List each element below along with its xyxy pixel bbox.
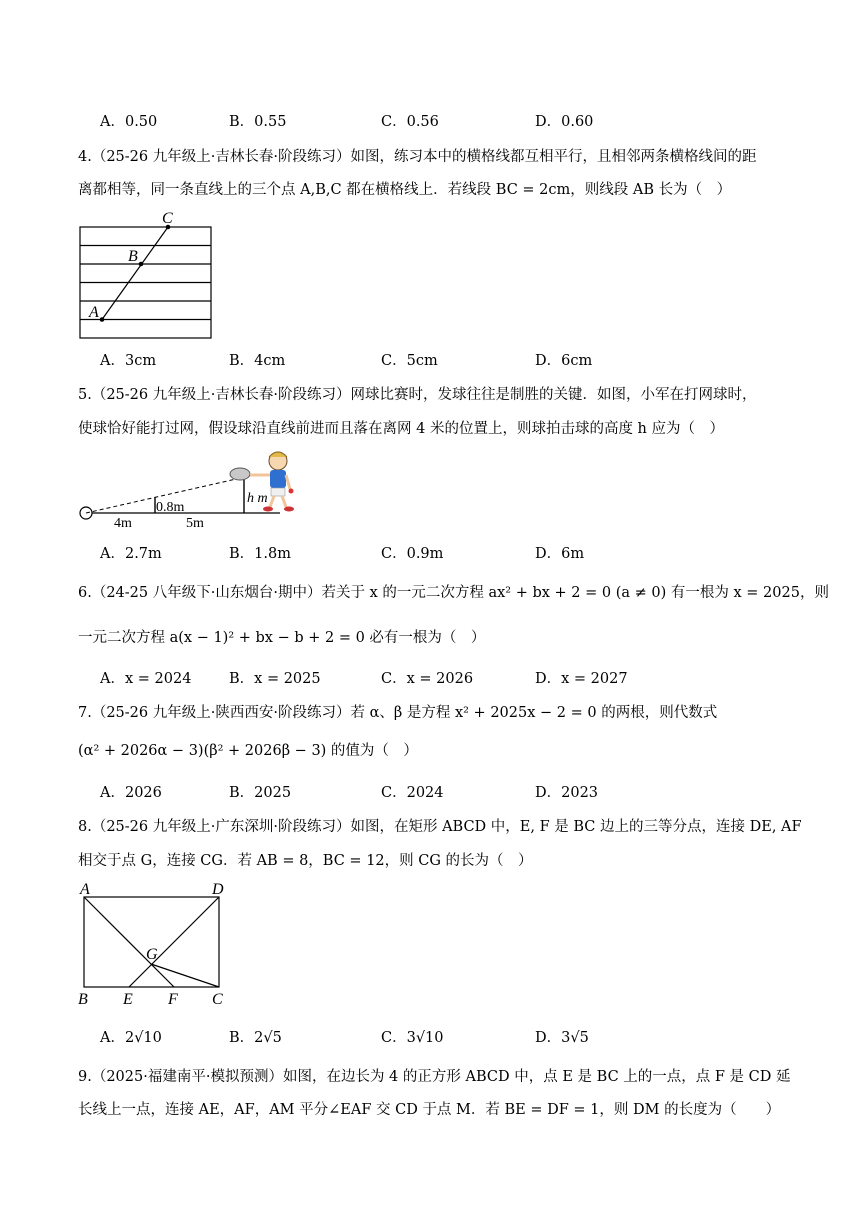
segment-ac (102, 227, 168, 320)
q9-text-line2: 长线上一点，连接 AE，AF，AM 平分∠EAF 交 CD 于点 M．若 BE = DF = 1，则 DM 的长度为（ ） (78, 1102, 781, 1118)
q3-option-c: C．0.56 (381, 114, 439, 130)
distance-label-5m: 5m (186, 516, 204, 531)
q8-option-c: C．3√10 (381, 1030, 444, 1046)
q7-text-line1: 7.（25-26 九年级上·陕西西安·阶段练习）若 α、β 是方程 x² + 2025x − 2 = 0 的两根，则代数式 (78, 705, 718, 721)
q5-text-line1: 5.（25-26 九年级上·吉林长春·阶段练习）网球比赛时，发球往往是制胜的关键．如图，小军在打网球时， (78, 387, 757, 403)
label-a: A (80, 881, 90, 898)
q4-option-b: B．4cm (229, 353, 286, 369)
h-label: h m (247, 491, 268, 506)
q8-option-a: A．2√10 (100, 1030, 162, 1046)
q5-figure (70, 445, 310, 535)
label-b: B (128, 248, 138, 265)
q6-text-line1: 6.（24-25 八年级下·山东烟台·期中）若关于 x 的一元二次方程 ax² + bx + 2 = 0 (a ≠ 0) 有一根为 x = 2025，则 (78, 585, 829, 601)
label-b: B (78, 991, 88, 1008)
label-d: D (212, 881, 224, 898)
q7-text-line2: (α² + 2026α − 3)(β² + 2026β − 3) 的值为（ ） (78, 743, 418, 759)
q4-option-d: D．6cm (535, 353, 593, 369)
q4-figure (70, 207, 220, 342)
distance-label-4m: 4m (114, 516, 132, 531)
segment-cg (151, 964, 219, 987)
point-b (139, 262, 144, 267)
q7-option-a: A．2026 (100, 785, 162, 801)
q3-option-b: B．0.55 (229, 114, 287, 130)
q8-figure (70, 878, 240, 1010)
racket-icon (230, 468, 250, 480)
point-a (100, 317, 105, 322)
q8-option-b: B．2√5 (229, 1030, 282, 1046)
q4-option-c: C．5cm (381, 353, 438, 369)
rectangle-abcd (84, 897, 219, 987)
q4-option-a: A．3cm (100, 353, 157, 369)
q4-text-line1: 4.（25-26 九年级上·吉林长春·阶段练习）如图，练习本中的横格线都互相平行，且相邻两条横格线间的距 (78, 149, 757, 165)
q6-text-line2: 一元二次方程 a(x − 1)² + bx − b + 2 = 0 必有一根为（ ） (78, 630, 486, 646)
q7-option-b: B．2025 (229, 785, 292, 801)
q5-option-b: B．1.8m (229, 546, 291, 562)
segment-de (129, 897, 219, 987)
label-c: C (212, 991, 223, 1008)
label-c: C (162, 210, 173, 227)
label-e: E (123, 991, 133, 1008)
q6-option-d: D．x = 2027 (535, 671, 628, 687)
q4-text-line2: 离都相等，同一条直线上的三个点 A,B,C 都在横格线上．若线段 BC = 2cm，则线段 AB 长为（ ） (78, 182, 732, 198)
segment-af (84, 897, 174, 987)
q3-option-a: A．0.50 (100, 114, 158, 130)
q8-text-line1: 8.（25-26 九年级上·广东深圳·阶段练习）如图，在矩形 ABCD 中，E, F 是 BC 边上的三等分点，连接 DE, AF (78, 819, 802, 835)
q7-option-d: D．2023 (535, 785, 599, 801)
q9-text-line1: 9.（2025·福建南平·模拟预测）如图，在边长为 4 的正方形 ABCD 中，点 E 是 BC 上的一点，点 F 是 CD 延 (78, 1069, 791, 1085)
label-g: G (146, 946, 158, 963)
label-f: F (168, 991, 178, 1008)
q8-option-d: D．3√5 (535, 1030, 589, 1046)
q5-option-c: C．0.9m (381, 546, 444, 562)
q3-option-d: D．0.60 (535, 114, 594, 130)
label-a: A (89, 304, 99, 321)
q7-option-c: C．2024 (381, 785, 444, 801)
q8-text-line2: 相交于点 G，连接 CG．若 AB = 8，BC = 12，则 CG 的长为（ ） (78, 853, 533, 869)
net-height-label: 0.8m (156, 500, 185, 515)
q6-option-c: C．x = 2026 (381, 671, 474, 687)
q6-option-a: A．x = 2024 (100, 671, 192, 687)
q6-option-b: B．x = 2025 (229, 671, 321, 687)
q5-text-line2: 使球恰好能打过网，假设球沿直线前进而且落在离网 4 米的位置上，则球拍击球的高度 h 应为（ ） (78, 421, 724, 437)
q5-option-d: D．6m (535, 546, 585, 562)
q5-option-a: A．2.7m (100, 546, 162, 562)
